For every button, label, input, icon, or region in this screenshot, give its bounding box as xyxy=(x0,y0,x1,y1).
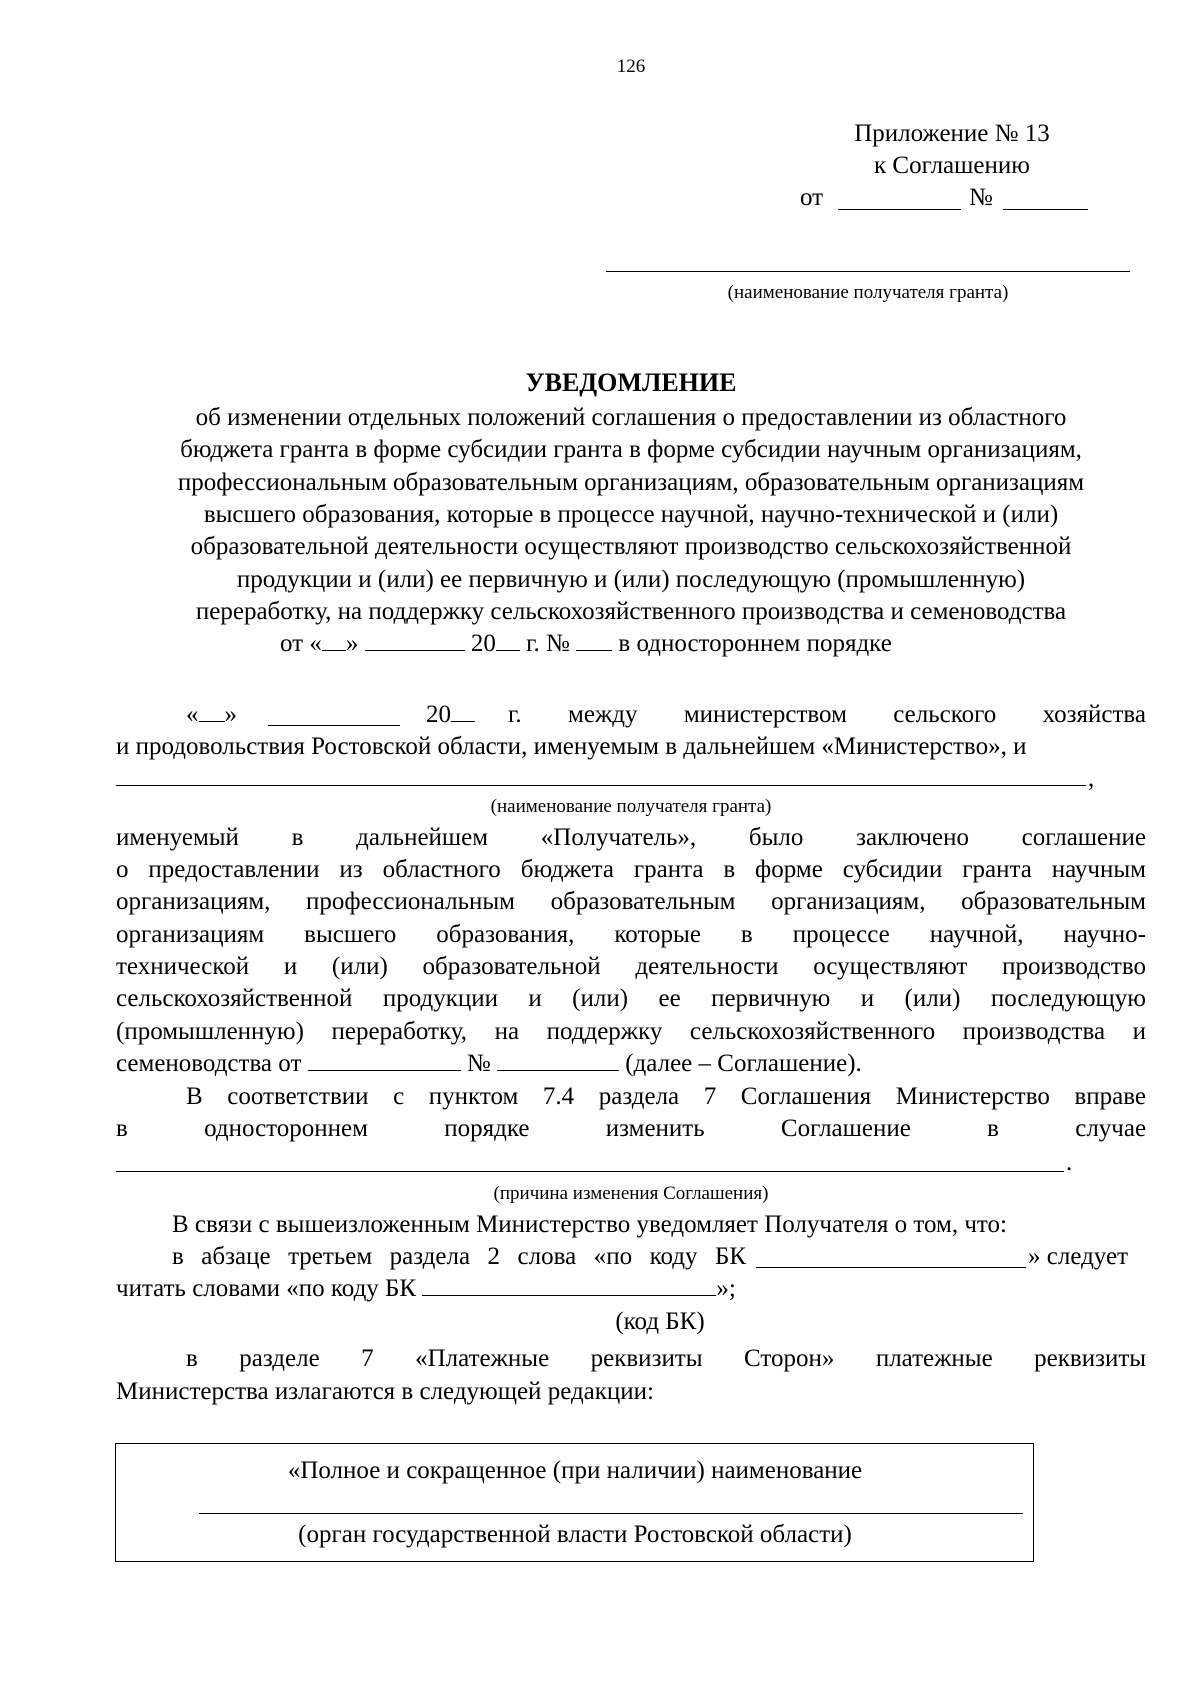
text: «Платежные xyxy=(415,1345,550,1372)
text: (далее – Соглашение). xyxy=(625,1050,862,1077)
text: »; xyxy=(716,1275,736,1302)
recipient-caption: (наименование получателя гранта) xyxy=(490,796,772,817)
subtitle-line: переработку, на поддержку сельскохозяйственного производства и семеноводства xyxy=(195,598,1067,625)
reason-caption: (причина изменения Соглашения) xyxy=(493,1183,769,1204)
para1-last-line xyxy=(116,1048,862,1080)
text: было xyxy=(748,824,804,851)
subtitle-line: образовательной деятельности осуществляют производство сельскохозяйственной xyxy=(190,533,1072,560)
agreement-number-blank xyxy=(497,1048,619,1071)
text: 20 xyxy=(426,701,451,728)
para5-line-2: Министерства излагаются в следующей редакции: xyxy=(116,1378,655,1405)
appendix-from-label: от xyxy=(800,184,824,211)
text: «Получатель», xyxy=(540,824,697,851)
para5-line-1 xyxy=(186,1343,1146,1375)
text: « xyxy=(186,701,199,728)
subtitle-last-line xyxy=(280,628,892,660)
text: заключено xyxy=(856,824,969,851)
appendix-date-blank xyxy=(838,209,961,210)
text: порядке xyxy=(444,1115,530,1142)
day-blank xyxy=(199,699,225,722)
appendix-number-label: № xyxy=(969,184,993,211)
para1-line-2: и продовольствия Ростовской области, именуемым в дальнейшем «Министерство», и xyxy=(116,733,1027,760)
para1-comma: , xyxy=(1088,765,1095,792)
text: хозяйства xyxy=(1042,701,1147,728)
para1-line: сельскохозяйственной продукции и (или) ее первичную и (или) последующую xyxy=(116,985,1146,1012)
old-bk-code-blank xyxy=(756,1267,1026,1268)
reason-blank xyxy=(116,1171,1064,1172)
para1-line: организациям высшего образования, которые в процессе научной, научно- xyxy=(116,921,1146,948)
text: г. № xyxy=(526,630,570,657)
recipient-top-blank xyxy=(606,271,1130,272)
bk-code-caption: (код БК) xyxy=(615,1308,705,1335)
text: именуемый xyxy=(116,824,239,851)
para1-line: (промышленную) переработку, на поддержку сельскохозяйственного производства и xyxy=(116,1018,1146,1045)
text: в xyxy=(186,1345,198,1372)
text: читать словами «по коду БК xyxy=(116,1275,417,1302)
year-blank xyxy=(496,628,520,651)
year-field xyxy=(426,699,475,731)
text: министерством xyxy=(683,701,847,728)
subtitle-line: продукции и (или) ее первичную и (или) последующую (промышленную) xyxy=(236,566,1026,593)
subtitle-line: об изменении отдельных положений соглашения о предоставлении из областного xyxy=(195,404,1067,431)
day-blank xyxy=(322,628,346,651)
para1-open-quote xyxy=(186,699,237,731)
text: изменить xyxy=(605,1115,705,1142)
recipient-top-caption: (наименование получателя гранта) xyxy=(727,282,1009,303)
text: семеноводства от xyxy=(116,1050,302,1077)
agreement-date-blank xyxy=(308,1048,461,1071)
para4-line-1-start: в абзаце третьем раздела 2 слова «по коду БК xyxy=(172,1243,746,1270)
para3: В связи с вышеизложенным Министерство уведомляет Получателя о том, что: xyxy=(172,1211,1007,1238)
text: соглашение xyxy=(1021,824,1147,851)
authority-name-blank xyxy=(199,1513,1023,1514)
text: № xyxy=(466,1050,491,1077)
new-bk-code-blank xyxy=(422,1273,716,1296)
subtitle-line: бюджета гранта в форме субсидии гранта в форме субсидии научным организациям, xyxy=(180,436,1082,463)
text: г. xyxy=(508,701,522,728)
appendix-line-2: к Соглашению xyxy=(874,152,1030,179)
number-blank xyxy=(576,628,612,651)
year-blank xyxy=(451,699,475,722)
para2-dot: . xyxy=(1066,1149,1073,1176)
text: Сторон» xyxy=(744,1345,835,1372)
text: в xyxy=(987,1115,999,1142)
para2-line-1: В соответствии с пунктом 7.4 раздела 7 Соглашения Министерство вправе xyxy=(186,1083,1146,1110)
document-title: УВЕДОМЛЕНИЕ xyxy=(525,368,737,397)
text: реквизиты xyxy=(1034,1345,1147,1372)
para1-line: технической и (или) образовательной деятельности осуществляют производство xyxy=(116,953,1146,980)
text: сельского xyxy=(893,701,997,728)
para1-line-1-rest xyxy=(508,699,1146,731)
para4-line-2 xyxy=(116,1273,736,1305)
month-blank xyxy=(268,725,400,726)
appendix-line-1: Приложение № 13 xyxy=(854,120,1050,147)
requisites-box-line-1: «Полное и сокращенное (при наличии) наименование xyxy=(287,1457,863,1484)
text: 20 xyxy=(470,630,496,657)
requisites-box-caption: (орган государственной власти Ростовской области) xyxy=(298,1521,852,1548)
text: » xyxy=(224,701,237,728)
para1-line-4 xyxy=(116,822,1146,854)
appendix-number-blank xyxy=(1003,209,1088,210)
para2-line-2 xyxy=(116,1113,1146,1145)
subtitle-line: профессиональным образовательным организациям, образовательным организациям xyxy=(177,469,1085,496)
text: реквизиты xyxy=(590,1345,703,1372)
text: » xyxy=(345,630,359,657)
subtitle-line: высшего образования, которые в процессе научной, научно-технической и (или) xyxy=(203,501,1059,528)
text: от « xyxy=(280,630,322,657)
text: дальнейшем xyxy=(356,824,489,851)
recipient-blank xyxy=(116,785,1086,786)
month-blank xyxy=(365,628,465,651)
text: Соглашение xyxy=(780,1115,911,1142)
para4-line-1-end: » следует xyxy=(1028,1243,1128,1270)
para1-line: о предоставлении из областного бюджета гранта в форме субсидии гранта научным xyxy=(116,856,1146,883)
text: платежные xyxy=(875,1345,993,1372)
text: разделе 7 xyxy=(239,1345,374,1372)
text: в одностороннем порядке xyxy=(618,630,892,657)
para1-line: организациям, профессиональным образовательным организациям, образовательным xyxy=(116,888,1146,915)
text: в одностороннем xyxy=(116,1115,368,1142)
text: случае xyxy=(1075,1115,1147,1142)
page-number: 126 xyxy=(616,56,646,77)
text: между xyxy=(568,701,638,728)
text: в xyxy=(291,824,304,851)
